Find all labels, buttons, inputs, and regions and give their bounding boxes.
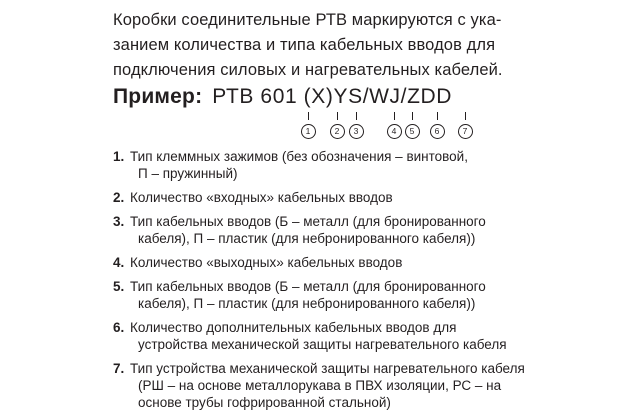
marker-4 (386, 112, 402, 139)
list-item-line: Количество дополнительных кабельных вводов для (130, 320, 457, 335)
list-item-text (130, 254, 402, 271)
marker-6 (429, 112, 445, 139)
list-item-line: кабеля), П – пластик (для небронированного кабеля)) (138, 296, 476, 311)
list-item-text (130, 278, 486, 312)
marker-3 (348, 112, 364, 139)
marker-number: 6 (430, 124, 445, 139)
marker-number: 5 (405, 124, 420, 139)
list-item-line: Тип кабельных вводов (Б – металл (для бронированного (130, 214, 486, 229)
list-item-number: 5. (113, 279, 125, 294)
intro-paragraph (113, 8, 593, 83)
intro-line-3: подключения силовых и нагревательных кабелей. (113, 61, 503, 79)
list-item-number: 3. (113, 214, 125, 229)
list-item-text (130, 189, 393, 206)
list-item-line: Количество «выходных» кабельных вводов (130, 255, 403, 270)
marker-tick-icon (465, 112, 466, 120)
marker-number: 2 (330, 124, 345, 139)
legend-list (113, 148, 613, 418)
list-item-number: 1. (113, 149, 125, 164)
marker-number: 1 (301, 124, 316, 139)
list-item-text (130, 319, 507, 353)
intro-line-2: занием количества и типа кабельных вводов для (113, 36, 496, 54)
list-item-text (130, 148, 468, 182)
list-item-line: Количество «входных» кабельных вводов (130, 190, 393, 205)
marker-number: 4 (387, 124, 402, 139)
list-item-line: Тип клеммных зажимов (без обозначения – винтовой, (130, 149, 468, 164)
marker-5 (404, 112, 420, 139)
marker-7 (457, 112, 473, 139)
marker-tick-icon (437, 112, 438, 120)
list-item-line: Тип устройства механической защиты нагревательного кабеля (130, 361, 525, 376)
list-item (113, 213, 613, 247)
list-item (113, 148, 613, 182)
example-code: РТВ 601 (Х)YS/WJ/ZDD (212, 85, 453, 108)
list-item-number: 7. (113, 361, 125, 376)
marker-2 (329, 112, 345, 139)
list-item-number: 2. (113, 190, 125, 205)
marker-tick-icon (356, 112, 357, 120)
list-item-line: Тип кабельных вводов (Б – металл (для бронированного (130, 279, 486, 294)
marker-number: 3 (349, 124, 364, 139)
intro-line-1: Коробки соединительные РТВ маркируются с ука- (113, 11, 502, 29)
marker-tick-icon (412, 112, 413, 120)
list-item-text (130, 213, 486, 247)
list-item (113, 254, 613, 271)
list-item-line: основе трубы гофрированной стальной) (138, 395, 391, 410)
list-item-line: (РШ – на основе металлорукава в ПВХ изоляции, РС – на (138, 378, 502, 393)
marker-1 (300, 112, 316, 139)
marker-tick-icon (394, 112, 395, 120)
marker-number: 7 (458, 124, 473, 139)
marker-callouts (300, 112, 480, 140)
list-item (113, 319, 613, 353)
list-item (113, 189, 613, 206)
list-item-number: 4. (113, 255, 125, 270)
list-item-text (130, 360, 525, 411)
list-item (113, 278, 613, 312)
marker-tick-icon (308, 112, 309, 120)
list-item-line: П – пружинный) (138, 166, 238, 181)
list-item-number: 6. (113, 320, 125, 335)
list-item-line: кабеля), П – пластик (для небронированного кабеля)) (138, 231, 476, 246)
example-label: Пример: (113, 85, 203, 108)
example-row (113, 85, 452, 109)
marker-tick-icon (337, 112, 338, 120)
list-item-line: устройства механической защиты нагревательного кабеля (138, 337, 507, 352)
list-item (113, 360, 613, 411)
